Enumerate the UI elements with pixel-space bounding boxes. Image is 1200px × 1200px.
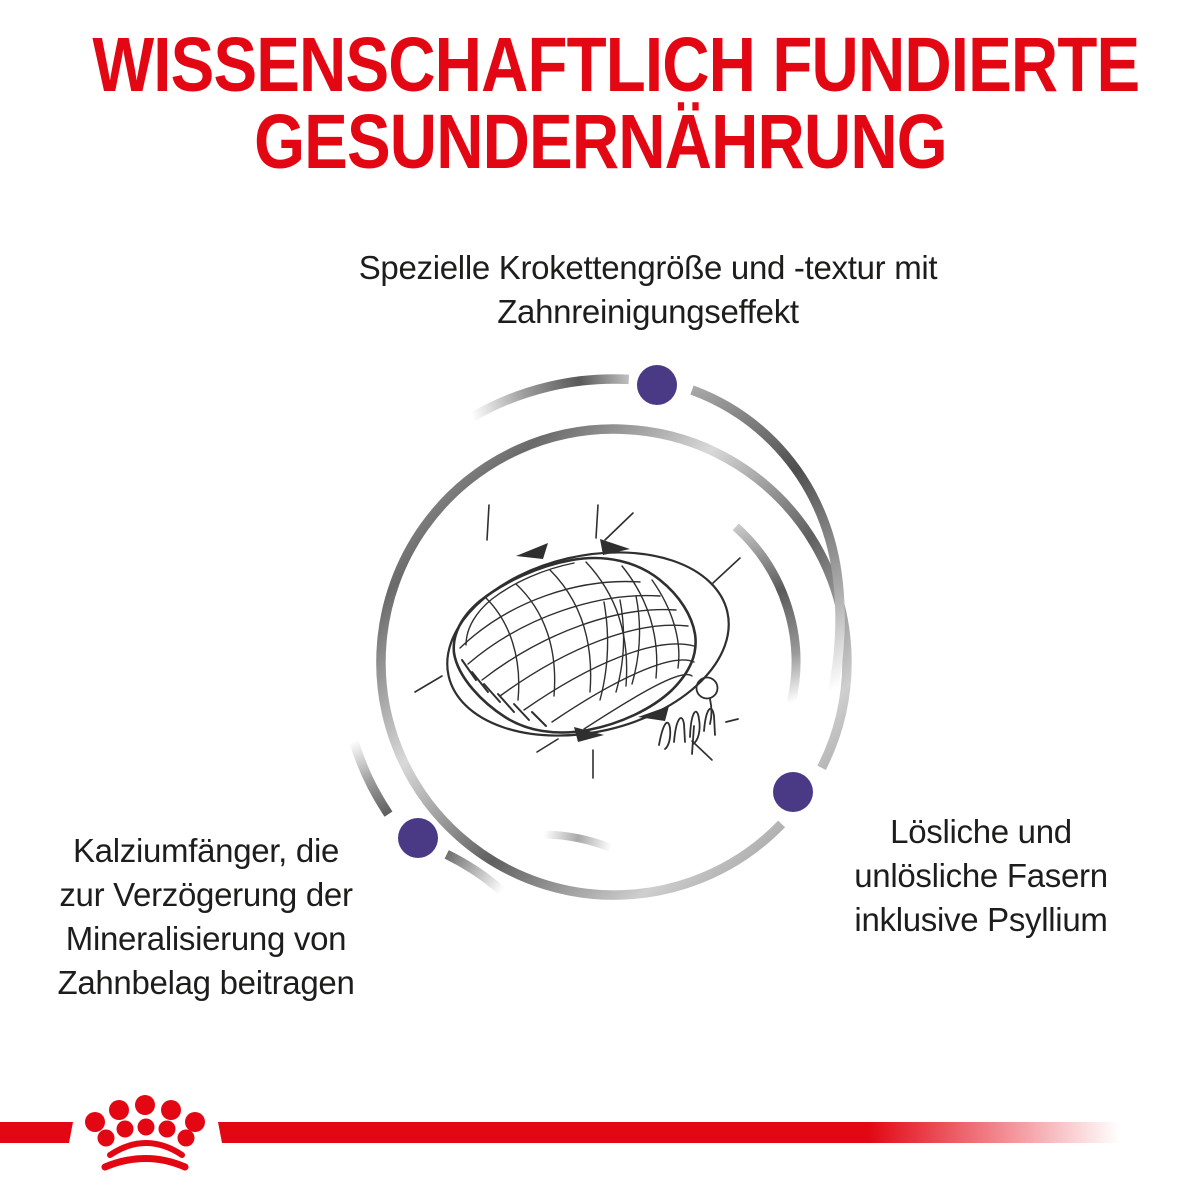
callout-left-line: Zahnbelag beitragen [57, 964, 355, 1001]
signature-scribble [659, 678, 738, 755]
title-line-1: WISSENSCHAFTLICH FUNDIERTE [92, 22, 1140, 108]
callout-dot-top [637, 365, 677, 405]
callout-right-line: Lösliche und [890, 813, 1072, 850]
callout-top-line: Zahnreinigungseffekt [497, 293, 799, 330]
callout-right [781, 810, 1181, 942]
callout-right-line: inklusive Psyllium [854, 901, 1108, 938]
metallic-rings [354, 379, 847, 895]
callout-left-line: Kalziumfänger, die [72, 832, 340, 869]
callout-left-line: zur Verzögerung der [59, 876, 353, 913]
callout-left-line: Mineralisierung von [65, 920, 347, 957]
title-line-2: GESUNDERNÄHRUNG [253, 99, 947, 185]
royal-canin-crown-logo [85, 1095, 205, 1167]
callout-left [6, 829, 406, 1005]
callout-top [348, 246, 948, 334]
footer-brand-band [0, 1095, 1120, 1167]
callout-top-line: Spezielle Krokettengröße und -textur mit [358, 249, 938, 286]
callout-dot-right [773, 772, 813, 812]
callout-right-line: unlösliche Fasern [854, 857, 1108, 894]
page-title [0, 22, 1200, 185]
kibble-sketch-illustration [415, 505, 747, 778]
